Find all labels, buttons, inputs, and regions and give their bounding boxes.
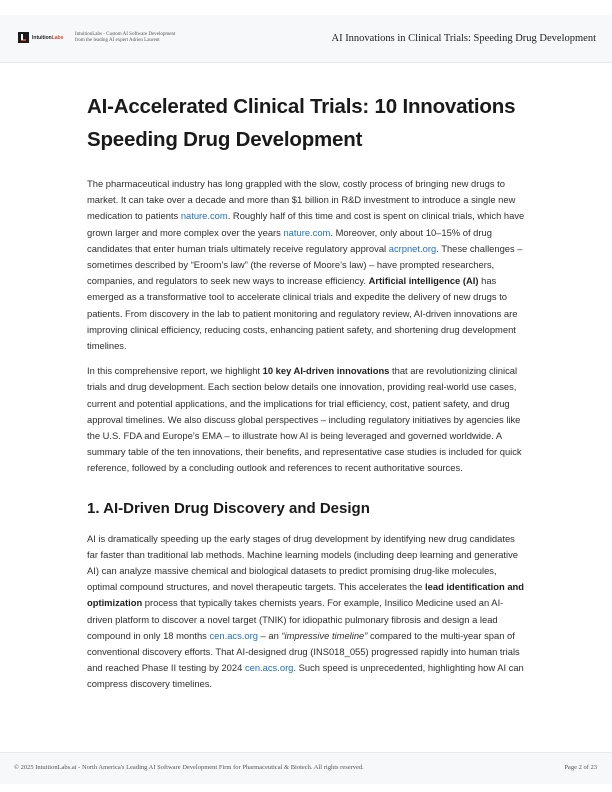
text: In this comprehensive report, we highlight [87, 365, 263, 377]
logo-icon [18, 32, 29, 43]
header-document-title: AI Innovations in Clinical Trials: Speeding Drug Development [331, 33, 596, 44]
text: . Such speed is unprecedented, highlighting how AI can compress discovery timelines. [87, 662, 524, 690]
text: AI is dramatically speeding up the early stages of drug development by identifying new drug candidates far faster than traditional lab methods. Machine learning models (including deep learning and generative AI) can analyze massive chemical and biological datasets to predict promising drug-like molecules, optimal compound structures, and novel therapeutic targets. This accelerates the [87, 532, 518, 593]
intuitionlabs-logo[interactable] [18, 32, 63, 43]
text: – an [257, 629, 282, 641]
tagline-line-1: IntuitionLabs - Custom AI Software Development [75, 32, 176, 37]
footer-copyright: © 2025 IntuitionLabs.ai - North America's Leading AI Software Development Firm for Pharmaceutical & Biotech. All rights reserved. [14, 764, 364, 771]
logo-text [32, 35, 63, 41]
section-paragraph [87, 531, 527, 693]
emphasis-text: Artificial intelligence (AI) [368, 275, 479, 287]
source-link-cen-acs[interactable]: cen.acs.org [244, 662, 294, 674]
logo-text-b: Labs [51, 34, 64, 41]
section-heading: 1. AI-Driven Drug Discovery and Design [87, 499, 370, 517]
text: . These challenges – sometimes described by “Eroom’s law” (the reverse of Moore’s law) – have prompted researchers, companies, and regulators to seek new ways to increase efficiency. [87, 242, 523, 287]
report-overview-paragraph [87, 363, 527, 476]
article-title: AI-Accelerated Clinical Trials: 10 Innovations Speeding Drug Development [87, 95, 516, 151]
text: . Moreover, only about 10–15% of drug candidates that enter human trials ultimately receive regulatory approval [87, 226, 492, 254]
text: The pharmaceutical industry has long grappled with the slow, costly process of bringing new drugs to market. It can take over a decade and more than $1 billion in R&D investment to introduce a single new medication to patients [87, 178, 516, 222]
logo-text-a: Intuition [32, 34, 52, 41]
text: . Roughly half of this time and cost is spent on clinical trials, which have grown larger and more complex over the years [87, 210, 525, 238]
page-header [0, 15, 612, 63]
emphasis-text: lead identification and optimization [87, 581, 524, 609]
text: that are revolutionizing clinical trials and drug development. Each section below details one innovation, providing real-world use cases, current and potential applications, and the implications for trial efficiency, cost, patient safety, and drug approval timelines. We also discuss global perspectives – including regulatory initiatives by agencies like the U.S. FDA and Europe’s EMA – to illustrate how AI is being leveraged and governed worldwide. A summary table of the ten innovations, their benefits, and representative case studies is included for quick reference, followed by a concluding outlook and references to recent authoritative sources. [87, 365, 522, 474]
article-body [87, 90, 527, 693]
tagline-line-2: from the leading AI expert Adrien Laurent [75, 38, 160, 43]
emphasis-text: 10 key AI-driven innovations [262, 365, 390, 377]
header-tagline [75, 32, 175, 44]
text: process that typically takes chemists years. For example, Insilico Medicine used an AI-driven platform to discover a novel target (TNIK) for idiopathic pulmonary fibrosis and design a lead compound in only 18 months [87, 597, 504, 641]
source-link-acrpnet[interactable]: acrpnet.org [388, 242, 437, 254]
text: has emerged as a transformative tool to accelerate clinical trials and expedite the delivery of new drugs to patients. From discovery in the lab to patient monitoring and regulatory review, AI-driven innovations are improving clinical efficiency, reducing costs, enhancing patient safety, and shortening drug development timelines. [87, 275, 518, 352]
quote-text: “impressive timeline” [281, 629, 368, 641]
page-footer [0, 752, 612, 784]
intro-paragraph [87, 176, 527, 354]
source-link-cen-acs[interactable]: cen.acs.org [209, 629, 258, 641]
source-link-nature[interactable]: nature.com [180, 210, 228, 222]
source-link-nature[interactable]: nature.com [283, 226, 331, 238]
page-number: Page 2 of 23 [564, 764, 597, 771]
text: compared to the multi-year span of conventional discovery efforts. That AI-designed drug (INS018_055) progressed rapidly into human trials and reached Phase II testing by 2024 [87, 629, 520, 674]
